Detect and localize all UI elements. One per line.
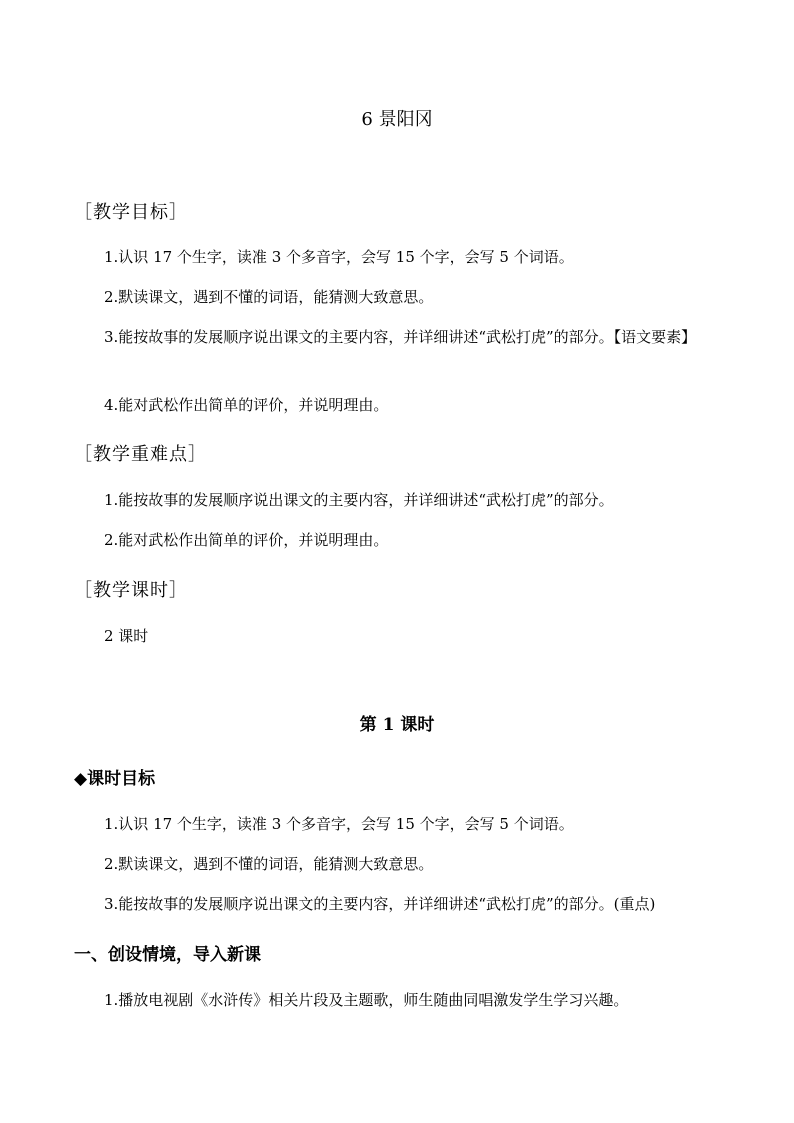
key-point-item-2: 2.能对武松作出简单的评价，并说明理由。 bbox=[104, 531, 389, 549]
lesson-objectives-heading: ◆课时目标 bbox=[74, 769, 156, 789]
lesson-objective-item-1: 1.认识 17 个生字，读准 3 个多音字，会写 15 个字，会写 5 个词语。 bbox=[104, 815, 574, 833]
lesson-1-title: 第 1 课时 bbox=[359, 715, 435, 735]
key-point-item-1: 1.能按故事的发展顺序说出课文的主要内容，并详细讲述“武松打虎”的部分。 bbox=[104, 491, 614, 509]
lesson-objective-item-2: 2.默读课文，遇到不懂的词语，能猜测大致意思。 bbox=[104, 855, 434, 873]
part-1-heading: 一、创设情境，导入新课 bbox=[74, 945, 261, 965]
objective-item-2: 2.默读课文，遇到不懂的词语，能猜测大致意思。 bbox=[104, 288, 434, 306]
objective-item-4: 4.能对武松作出简单的评价，并说明理由。 bbox=[104, 396, 389, 414]
lesson-title: 6 景阳冈 bbox=[361, 109, 433, 130]
part-1-item-1: 1.播放电视剧《水浒传》相关片段及主题歌，师生随曲同唱激发学生学习兴趣。 bbox=[104, 991, 629, 1009]
objective-item-3: 3.能按故事的发展顺序说出课文的主要内容，并详细讲述“武松打虎”的部分。【语文要素】 bbox=[104, 328, 697, 346]
class-hours-item: 2 课时 bbox=[104, 627, 149, 645]
class-hours-heading: ［教学课时］ bbox=[74, 580, 188, 601]
objective-item-1: 1.认识 17 个生字，读准 3 个多音字，会写 15 个字，会写 5 个词语。 bbox=[104, 248, 574, 266]
key-points-heading: ［教学重难点］ bbox=[74, 444, 207, 465]
lesson-objective-item-3: 3.能按故事的发展顺序说出课文的主要内容，并详细讲述“武松打虎”的部分。(重点) bbox=[104, 895, 656, 913]
teaching-objectives-heading: ［教学目标］ bbox=[74, 202, 188, 223]
